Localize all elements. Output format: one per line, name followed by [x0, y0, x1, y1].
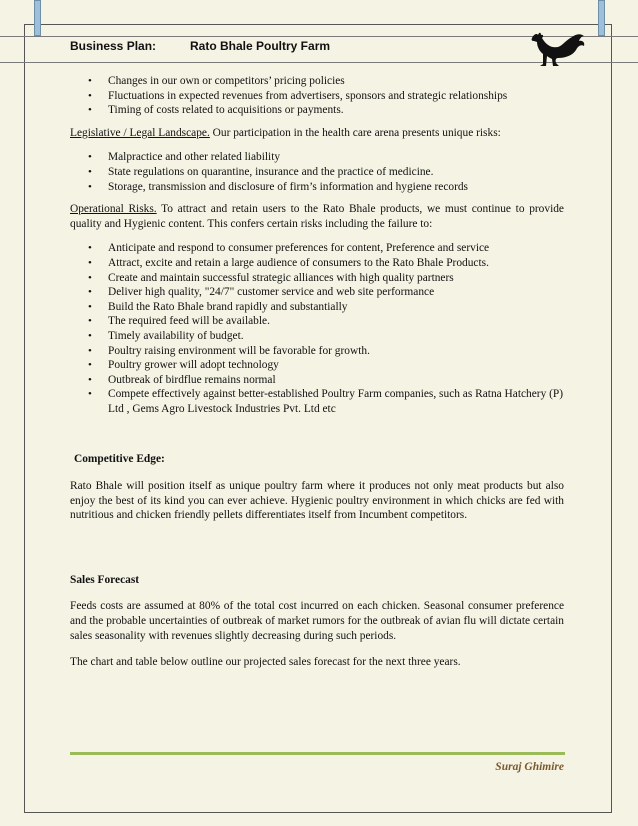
left-header-bar	[34, 0, 41, 36]
list-item: • Create and maintain successful strategic alliances with high quality partners	[108, 271, 564, 286]
competitive-heading: Competitive Edge:	[74, 453, 165, 466]
sales-heading: Sales Forecast	[70, 573, 140, 586]
page-header	[70, 36, 550, 56]
competitive-paragraph: Rato Bhale will position itself as unique poultry farm where it produces not only meat products but also enjoy the best of its kind you can ever achieve. Hygienic poultry environment in which chicks are fed with nutritious and chicken friendly pellets differentiates itself from Incumbent competitors.	[70, 480, 564, 522]
list-item: • Timely availability of budget.	[108, 329, 564, 344]
list-item: • Compete effectively against better-established Poultry Farm companies, such as Ratna Hatchery (P) Ltd , Gems Agro Livestock Industries Pvt. Ltd etc	[108, 387, 564, 416]
footer-author: Suraj Ghimire	[495, 761, 564, 773]
list-item: • Poultry grower will adopt technology	[108, 358, 564, 373]
sales-chart-intro: The chart and table below outline our projected sales forecast for the next three years.	[70, 656, 461, 669]
header-label: Business Plan:	[70, 39, 157, 53]
operational-paragraph	[70, 202, 564, 231]
list-item: • State regulations on quarantine, insurance and the practice of medicine.	[108, 165, 564, 180]
list-item: • Storage, transmission and disclosure of firm’s information and hygiene records	[108, 180, 564, 195]
list-item: • Outbreak of birdflue remains normal	[108, 373, 564, 388]
operational-text: To attract and retain users to the Rato Bhale products, we must continue to provide quality and Hygienic content. This confers certain risks including the failure to:	[70, 203, 564, 230]
list-item: • Poultry raising environment will be favorable for growth.	[108, 344, 564, 359]
legal-risk-list	[70, 150, 564, 194]
list-item: • Timing of costs related to acquisitions or payments.	[108, 103, 564, 118]
sales-paragraph: Feeds costs are assumed at 80% of the total cost incurred on each chicken. Seasonal consumer preference and the probable uncertainties of outbreak of market rumors for the outbreak of avian flu will dictate certain sales seasonality with revenues slightly decreasing during such periods.	[70, 600, 564, 642]
list-item: • Fluctuations in expected revenues from advertisers, sponsors and strategic relationships	[108, 89, 564, 104]
right-header-bar	[598, 0, 605, 36]
operational-risk-list	[70, 241, 564, 416]
list-item: • Deliver high quality, "24/7" customer service and web site performance	[108, 285, 564, 300]
list-item: • Build the Rato Bhale brand rapidly and substantially	[108, 300, 564, 315]
rooster-logo-icon	[528, 24, 588, 68]
document-body	[70, 74, 564, 670]
list-item: • The required feed will be available.	[108, 314, 564, 329]
footer-rule	[70, 752, 565, 755]
legal-heading: Legislative / Legal Landscape.	[70, 126, 210, 139]
pricing-risk-list	[70, 74, 564, 118]
list-item: • Malpractice and other related liability	[108, 150, 564, 165]
legal-text: Our participation in the health care arena presents unique risks:	[209, 126, 501, 139]
operational-heading: Operational Risks.	[70, 203, 157, 216]
list-item: • Attract, excite and retain a large audience of consumers to the Rato Bhale Products.	[108, 256, 564, 271]
list-item: • Anticipate and respond to consumer preferences for content, Preference and service	[108, 241, 564, 256]
legal-paragraph	[70, 126, 564, 141]
list-item: • Changes in our own or competitors’ pricing policies	[108, 74, 564, 89]
header-company-name: Rato Bhale Poultry Farm	[190, 39, 331, 53]
